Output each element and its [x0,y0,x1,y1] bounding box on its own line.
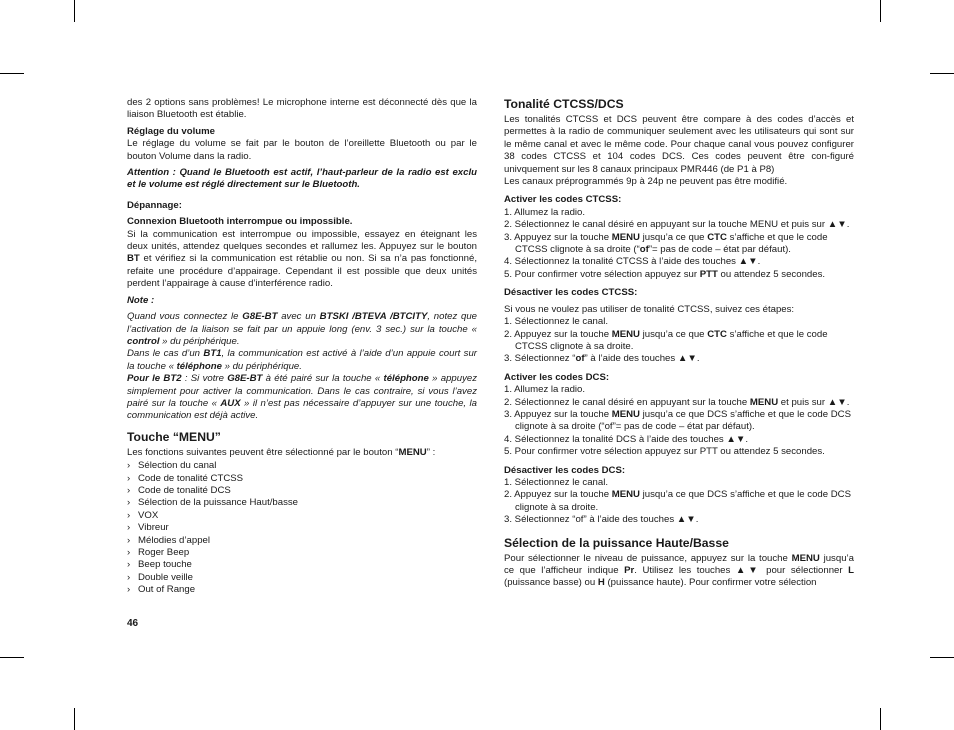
ctcss-on-heading: Activer les codes CTCSS: [504,194,622,206]
volume-text: Le réglage du volume se fait par le bouton de l’oreillette Bluetooth ou par le bouton Volume dans la radio. [127,138,477,162]
list-item: › Vibreur [127,522,169,534]
list-item: 1. Allumez la radio. [504,206,586,218]
menu-intro: Les fonctions suivantes peuvent être sélectionné par le bouton “MENU” : [127,446,436,458]
list-item: 2. Sélectionnez le canal désiré en appuyant sur la touche MENU et puis sur ▲▼. [504,219,850,231]
note-paragraph-3: Pour le BT2 : Si votre G8E-BT à été pairé sur la touche « téléphone » appuyez simplement pour activer la communication. Dans le cas contraire, si vous l’avez pairé sur la touche « AUX » il n’est pas nécessaire d’appuyer sur une touche, la communication est déjà active. [127,373,478,422]
chevron-right-icon: › [127,571,131,583]
dcs-on-heading: Activer les codes DCS: [504,371,610,383]
list-item: 5. Pour confirmer votre sélection appuyez sur PTT ou attendez 5 secondes. [504,268,826,280]
arrow-up-down-icon: ▲▼. [677,353,700,365]
note-heading: Note : [127,294,155,306]
list-item: › Out of Range [127,584,196,596]
crop-mark [930,657,954,658]
list-item: 3. Appuyez sur la touche MENU jusqu’a ce que DCS s’affiche et que le code DCS clignote à sa droite (“of”= pas de code – état par défaut). [504,408,851,433]
ctcss-off-heading: Désactiver les codes CTCSS: [504,287,638,299]
arrow-up-down-icon: ▲▼. [726,433,749,445]
chevron-right-icon: › [127,547,131,558]
crop-mark [0,73,24,74]
list-item: 2. Appuyez sur la touche MENU jusqu’a ce que CTC s’affiche et que le code CTCSS clignote à sa droite. [504,328,828,352]
troubleshoot-text: Si la communication est interrompue ou impossible, essayez en éteignant les deux unités, attendez quelques secondes et rallumez les. Appuyez sur le bouton BT et vérifiez si la communication est rétablie ou non. Si sa n’a pas fonctionné, refaite une procédure d’appairage. Cependant il est possible que deux unités perdent l’appairage à cause d’interférence radio. [127,228,477,290]
menu-feature-list [127,460,477,596]
right-column [504,97,854,590]
arrow-up-down-icon: ▲▼. [676,514,699,526]
list-item: 1. Sélectionnez le canal. [504,316,608,328]
arrow-up-down-icon: ▲▼ [735,565,761,576]
list-item: › Beep touche [127,559,192,571]
power-text: Pour sélectionner le niveau de puissance, appuyez sur la touche MENU jusqu’a ce que l’afficheur indique Pr. Utilisez les touches ▲▼ pour sélectionner L (puissance basse) ou H (puissance haute). Pour confirmer votre sélection [504,552,854,589]
ctcss-on-steps [504,207,854,281]
arrow-up-down-icon: ▲▼. [827,219,850,231]
list-item: 3. Sélectionnez “of” à l’aide des touches ▲▼. [504,353,700,365]
dcs-off-steps [504,477,854,527]
chevron-right-icon: › [127,460,131,472]
troubleshoot-heading: Dépannage: [127,199,182,211]
tone-heading: Tonalité CTCSS/DCS [504,97,624,111]
list-item: › Roger Beep [127,547,190,558]
list-item: 5. Pour confirmer votre sélection appuyez sur PTT ou attendez 5 secondes. [504,446,825,458]
crop-mark [880,0,881,22]
crop-mark [74,0,75,22]
chevron-right-icon: › [127,509,131,521]
list-item: 3. Sélectionnez “of” à l’aide des touches ▲▼. [504,514,699,526]
list-item: 2. Sélectionnez le canal désiré en appuyant sur la touche MENU et puis sur ▲▼. [504,396,850,408]
chevron-right-icon: › [127,559,131,571]
list-item: › Sélection de la puissance Haut/basse [127,497,298,509]
power-heading: Sélection de la puissance Haute/Basse [504,535,729,550]
list-item: 1. Sélectionnez le canal. [504,476,608,488]
troubleshoot-subheading: Connexion Bluetooth interrompue ou impossible. [127,216,353,228]
intro-text: des 2 options sans problèmes! Le microphone interne est déconnecté dès que la liaison Bluetooth est établie. [127,97,477,121]
list-item: › Mélodies d’appel [127,534,210,546]
chevron-right-icon: › [127,484,131,496]
list-item: › Code de tonalité CTCSS [127,472,244,484]
ctcss-off-steps [504,316,854,366]
dcs-off-heading: Désactiver les codes DCS: [504,464,626,476]
list-item: › Code de tonalité DCS [127,484,231,496]
list-item: › VOX [127,509,159,521]
note-paragraph-1: Quand vous connectez le G8E-BT avec un BTSKI /BTEVA /BTCITY, notez que l’activation de la liaison se fait par un appuie long (env. 3 sec.) sur la touche « control » du périphérique. [127,311,477,347]
left-column [127,97,477,597]
crop-mark [930,73,954,74]
menu-heading: Touche “MENU” [127,429,221,444]
list-item: 4. Sélectionnez la tonalité CTCSS à l’aide des touches ▲▼. [504,256,761,268]
chevron-right-icon: › [127,497,131,509]
crop-mark [880,708,881,730]
arrow-up-down-icon: ▲▼. [738,256,761,268]
crop-mark [0,657,24,658]
list-item: › Sélection du canal [127,460,217,472]
chevron-right-icon: › [127,522,131,534]
dcs-on-steps [504,384,854,458]
volume-attention: Attention : Quand le Bluetooth est actif, l’haut-parleur de la radio est exclu et le volume est réglé directement sur le Bluetooth. [127,167,477,191]
list-item: 2. Appuyez sur la touche MENU jusqu’a ce que DCS s’affiche et que le code DCS clignote à sa droite. [504,489,851,513]
page-number: 46 [127,618,139,629]
ctcss-off-intro: Si vous ne voulez pas utiliser de tonalité CTCSS, suivez ces étapes: [504,303,795,315]
chevron-right-icon: › [127,472,131,484]
tone-text: Les tonalités CTCSS et DCS peuvent être compare à des codes d’accès et permettes à la radio de communiquer seulement avec les utilisateurs qui sont sur le même canal et avec le même code. Pour chaque canal vous pouvez configurer 38 codes CTCSS et 104 codes DCS. Ces codes peuvent être con-figuré univquement sur les 8 canaux principaux PMR446 (de P1 à P8) [504,114,854,175]
note-paragraph-2: Dans le cas d’un BT1, la communication est activé à l’aide d’un appuie court sur la touche « téléphone » du périphérique. [127,348,477,372]
list-item: 3. Appuyez sur la touche MENU jusqu’a ce que CTC s’affiche et que le code CTCSS clignote à sa droite (“of”= pas de code – état par défaut). [504,231,828,256]
list-item: 1. Allumez la radio. [504,384,586,396]
chevron-right-icon: › [127,534,131,546]
crop-mark [74,708,75,730]
tone-note: Les canaux préprogrammés 9p à 24p ne peuvent pas être modifié. [504,176,788,188]
volume-heading: Réglage du volume [127,125,215,137]
chevron-right-icon: › [127,584,131,596]
list-item: › Double veille [127,571,193,583]
arrow-up-down-icon: ▲▼. [827,396,850,408]
list-item: 4. Sélectionnez la tonalité DCS à l’aide des touches ▲▼. [504,433,749,445]
